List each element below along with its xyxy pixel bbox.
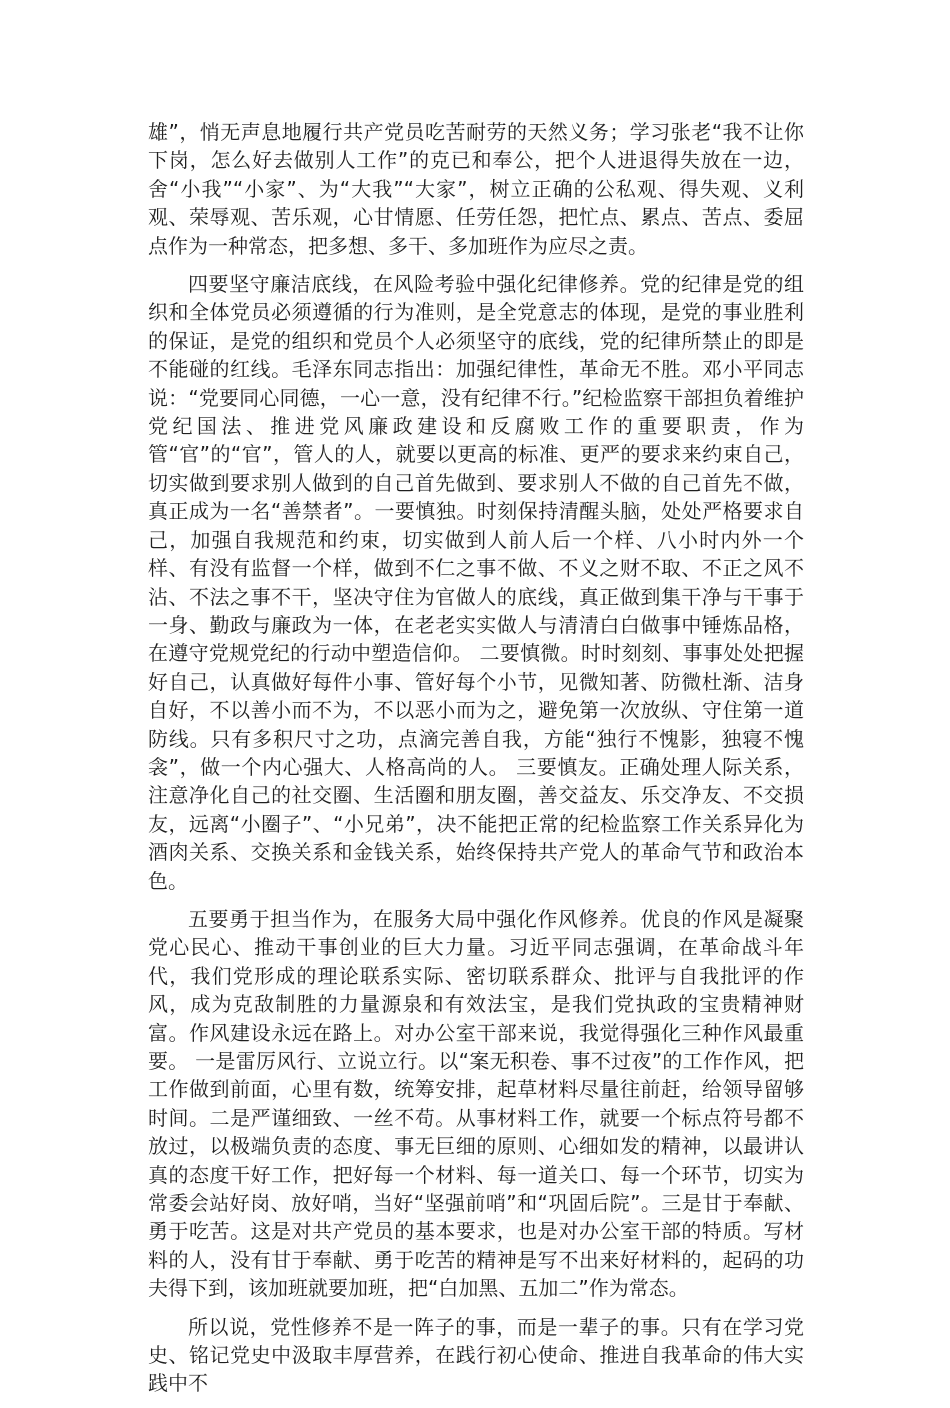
paragraph-continuation: 雄”，悄无声息地履行共产党员吃苦耐劳的天然义务；学习张老“我不让你下岗，怎么好去做别人工作”的克已和奉公，把个人进退得失放在一边，舍“小我”“小家”、为“大我”“大家”，树立正确的公私观、得失观、义利观、荣辱观、苦乐观，心甘情愿、任劳任怨，把忙点、累点、苦点、委屈点作为一种常态，把多想、多干、多加班作为应尽之责。 [148, 120, 804, 258]
paragraph-responsibility: 五要勇于担当作为，在服务大局中强化作风修养。优良的作风是凝聚党心民心、推动干事创业的巨大力量。习近平同志强调，在革命战斗年代，我们党形成的理论联系实际、密切联系群众、批评与自我批评的作风，成为克敌制胜的力量源泉和有效法宝，是我们党执政的宝贵精神财富。作风建设永远在路上。对办公室干部来说，我觉得强化三种作风最重要。 一是雷厉风行、立说立行。以“案无积卷、事不过夜”的工作作风，把工作做到前面，心里有数，统筹安排，起草材料尽量往前赶，给领导留够时间。二是严谨细致、一丝不苟。从事材料工作，就要一个标点符号都不放过，以极端负责的态度、事无巨细的原则、心细如发的精神，以最讲认真的态度干好工作，把好每一个材料、每一道关口、每一个环节，切实为常委会站好岗、放好哨，当好“坚强前哨”和“巩固后院”。三是甘于奉献、勇于吃苦。这是对共产党员的基本要求，也是对办公室干部的特质。写材料的人，没有甘于奉献、勇于吃苦的精神是写不出来好材料的，起码的功夫得下到，该加班就要加班，把“白加黑、五加二”作为常态。 [148, 906, 804, 1301]
document-page [148, 118, 804, 1408]
paragraph-conclusion: 所以说，党性修养不是一阵子的事，而是一辈子的事。只有在学习党史、铭记党史中汲取丰厚营养，在践行初心使命、推进自我革命的伟大实践中不 [148, 1314, 804, 1396]
paragraph-integrity: 四要坚守廉洁底线，在风险考验中强化纪律修养。党的纪律是党的组织和全体党员必须遵循的行为准则，是全党意志的体现，是党的事业胜利的保证，是党的组织和党员个人必须坚守的底线，党的纪律所禁止的即是不能碰的红线。毛泽东同志指出：加强纪律性，革命无不胜。邓小平同志说：“党要同心同德，一心一意，没有纪律不行。”纪检监察干部担负着维护党纪国法、推进党风廉政建设和反腐败工作的重要职责，作为管“官”的“官”，管人的人，就要以更高的标准、更严的要求来约束自己，切实做到要求别人做到的自己首先做到、要求别人不做的自己首先不做，真正成为一名“善禁者”。一要慎独。时刻保持清醒头脑，处处严格要求自己，加强自我规范和约束，切实做到人前人后一个样、八小时内外一个样、有没有监督一个样，做到不仁之事不做、不义之财不取、不正之风不沾、不法之事不干，坚决守住为官做人的底线，真正做到集干净与干事于一身、勤政与廉政为一体，在老老实实做人与清清白白做事中锤炼品格，在遵守党规党纪的行动中塑造信仰。 二要慎微。时时刻刻、事事处处把握好自己，认真做好每件小事、管好每个小节，见微知著、防微杜渐、洁身自好，不以善小而不为，不以恶小而为之，避免第一次放纵、守住第一道防线。只有多积尺寸之功，点滴完善自我，方能“独行不愧影，独寝不愧衾”，做一个内心强大、人格高尚的人。 三要慎友。正确处理人际关系，注意净化自己的社交圈、生活圈和朋友圈，善交益友、乐交净友、不交损友，远离“小圈子”、“小兄弟”，决不能把正常的纪检监察工作关系异化为酒肉关系、交换关系和金钱关系，始终保持共产党人的革命气节和政治本色。 [148, 272, 804, 893]
